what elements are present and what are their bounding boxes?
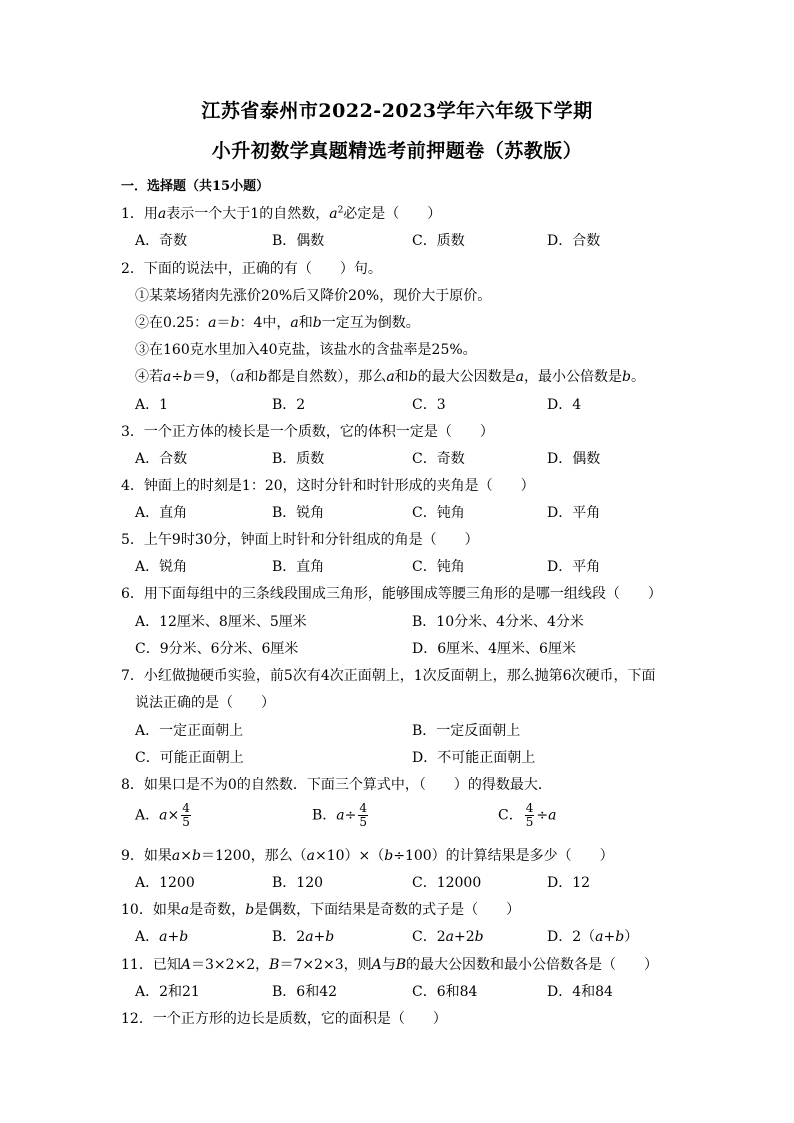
question-6-option-a[interactable]: A．12厘米、8厘米、5厘米: [135, 614, 307, 630]
question-11-option-b[interactable]: B．6和42: [272, 984, 338, 1000]
question-7-stem-line1: 7．小红做抛硬币实验，前5次有4次正面朝上，1次反面朝上，那么抛第6次硬币，下面: [121, 668, 656, 684]
question-4-option-a[interactable]: A．直角: [135, 505, 188, 521]
question-1-option-a[interactable]: A．奇数: [135, 233, 188, 249]
question-8-option-a[interactable]: A．a× $\frac{4}{5}$: [135, 801, 190, 829]
question-2-statement-2: ②在0.25：a＝b：4中，a和b一定互为倒数。: [135, 315, 420, 331]
question-10-option-c[interactable]: C．2a+2b: [412, 929, 484, 945]
question-4-option-c[interactable]: C．钝角: [412, 505, 465, 521]
question-1-option-d[interactable]: D．合数: [547, 233, 601, 249]
question-1-option-b[interactable]: B．偶数: [272, 233, 325, 249]
fraction: $\frac{4}{5}$: [182, 801, 190, 829]
question-3-option-c[interactable]: C．奇数: [412, 451, 465, 467]
question-8-stem: 8．如果口是不为0的自然数．下面三个算式中，（ ）的得数最大．: [121, 777, 552, 793]
question-2-option-d[interactable]: D．4: [547, 397, 582, 413]
question-5-stem: 5．上午9时30分，钟面上时针和分针组成的角是（ ）: [121, 532, 479, 548]
question-3-option-d[interactable]: D．偶数: [547, 451, 601, 467]
question-2-option-c[interactable]: C．3: [412, 397, 446, 413]
question-4-option-d[interactable]: D．平角: [547, 505, 601, 521]
question-5-option-c[interactable]: C．钝角: [412, 559, 465, 575]
question-1-option-c[interactable]: C．质数: [412, 233, 465, 249]
question-2-statement-4: ④若a÷b＝9，（a和b都是自然数），那么a和b的最大公因数是a，最小公倍数是b。: [135, 369, 645, 385]
question-5-option-d[interactable]: D．平角: [547, 559, 601, 575]
question-7-option-d[interactable]: D．不可能正面朝上: [412, 750, 536, 766]
question-3-option-b[interactable]: B．质数: [272, 451, 325, 467]
question-2-statement-3: ③在160克水里加入40克盐，该盐水的含盐率是25%。: [135, 342, 477, 358]
question-7-option-c[interactable]: C．可能正面朝上: [135, 750, 244, 766]
question-10-option-d[interactable]: D．2（a+b）: [547, 929, 639, 945]
question-7-option-a[interactable]: A．一定正面朝上: [135, 723, 244, 739]
question-2-option-a[interactable]: A．1: [135, 397, 169, 413]
question-10-option-b[interactable]: B．2a+b: [272, 929, 335, 945]
question-8-option-b[interactable]: B．a÷ $\frac{4}{5}$: [312, 801, 368, 829]
question-9-option-b[interactable]: B．120: [272, 875, 324, 891]
question-6-option-b[interactable]: B．10分米、4分米、4分米: [412, 614, 584, 630]
question-8-option-c[interactable]: C． $\frac{4}{5}$ ÷a: [498, 801, 557, 829]
question-5-option-b[interactable]: B．直角: [272, 559, 325, 575]
question-4-stem: 4．钟面上的时刻是1：20，这时分针和时针形成的夹角是（ ）: [121, 478, 535, 494]
question-9-option-a[interactable]: A．1200: [135, 875, 195, 891]
question-11-stem: 11．已知A＝3×2×2，B＝7×2×3，则A与B的最大公因数和最小公倍数各是（ ）: [121, 957, 659, 973]
question-10-option-a[interactable]: A．a+b: [135, 929, 189, 945]
question-1-stem: 1．用a表示一个大于1的自然数，$a^2$必定是（ ）: [121, 205, 442, 222]
question-12-stem: 12．一个正方形的边长是质数，它的面积是（ ）: [121, 1011, 447, 1027]
question-7-option-b[interactable]: B．一定反面朝上: [412, 723, 521, 739]
question-6-option-d[interactable]: D．6厘米、4厘米、6厘米: [412, 641, 576, 657]
question-7-stem-line2: 说法正确的是（ ）: [135, 695, 275, 711]
question-9-option-d[interactable]: D．12: [547, 875, 591, 891]
question-10-stem: 10．如果a是奇数，b是偶数，下面结果是奇数的式子是（ ）: [121, 902, 521, 918]
section-heading: 一．选择题（共15小题）: [121, 179, 270, 194]
question-3-stem: 3．一个正方体的棱长是一个质数，它的体积一定是（ ）: [121, 424, 494, 440]
fraction: $\frac{4}{5}$: [359, 801, 368, 829]
question-6-option-c[interactable]: C．9分米、6分米、6厘米: [135, 641, 299, 657]
fraction: $\frac{4}{5}$: [525, 801, 534, 829]
question-2-statement-1: ①某菜场猪肉先涨价20%后又降价20%，现价大于原价。: [135, 288, 492, 304]
question-2-stem: 2．下面的说法中，正确的有（ ）句。: [121, 261, 382, 277]
question-11-option-d[interactable]: D．4和84: [547, 984, 613, 1000]
question-11-option-c[interactable]: C．6和84: [412, 984, 478, 1000]
question-2-option-b[interactable]: B．2: [272, 397, 306, 413]
question-9-option-c[interactable]: C．12000: [412, 875, 482, 891]
question-5-option-a[interactable]: A．锐角: [135, 559, 188, 575]
question-3-option-a[interactable]: A．合数: [135, 451, 188, 467]
question-4-option-b[interactable]: B．锐角: [272, 505, 325, 521]
question-9-stem: 9．如果a×b＝1200，那么（a×10）×（b÷100）的计算结果是多少（ ）: [121, 848, 614, 864]
question-6-stem: 6．用下面每组中的三条线段围成三角形，能够围成等腰三角形的是哪一组线段（ ）: [121, 586, 662, 602]
question-11-option-a[interactable]: A．2和21: [135, 984, 200, 1000]
page-title-line2: 小升初数学真题精选考前押题卷（苏教版）: [211, 140, 583, 162]
page-title-line1: 江苏省泰州市2022-2023学年六年级下学期: [201, 100, 593, 122]
